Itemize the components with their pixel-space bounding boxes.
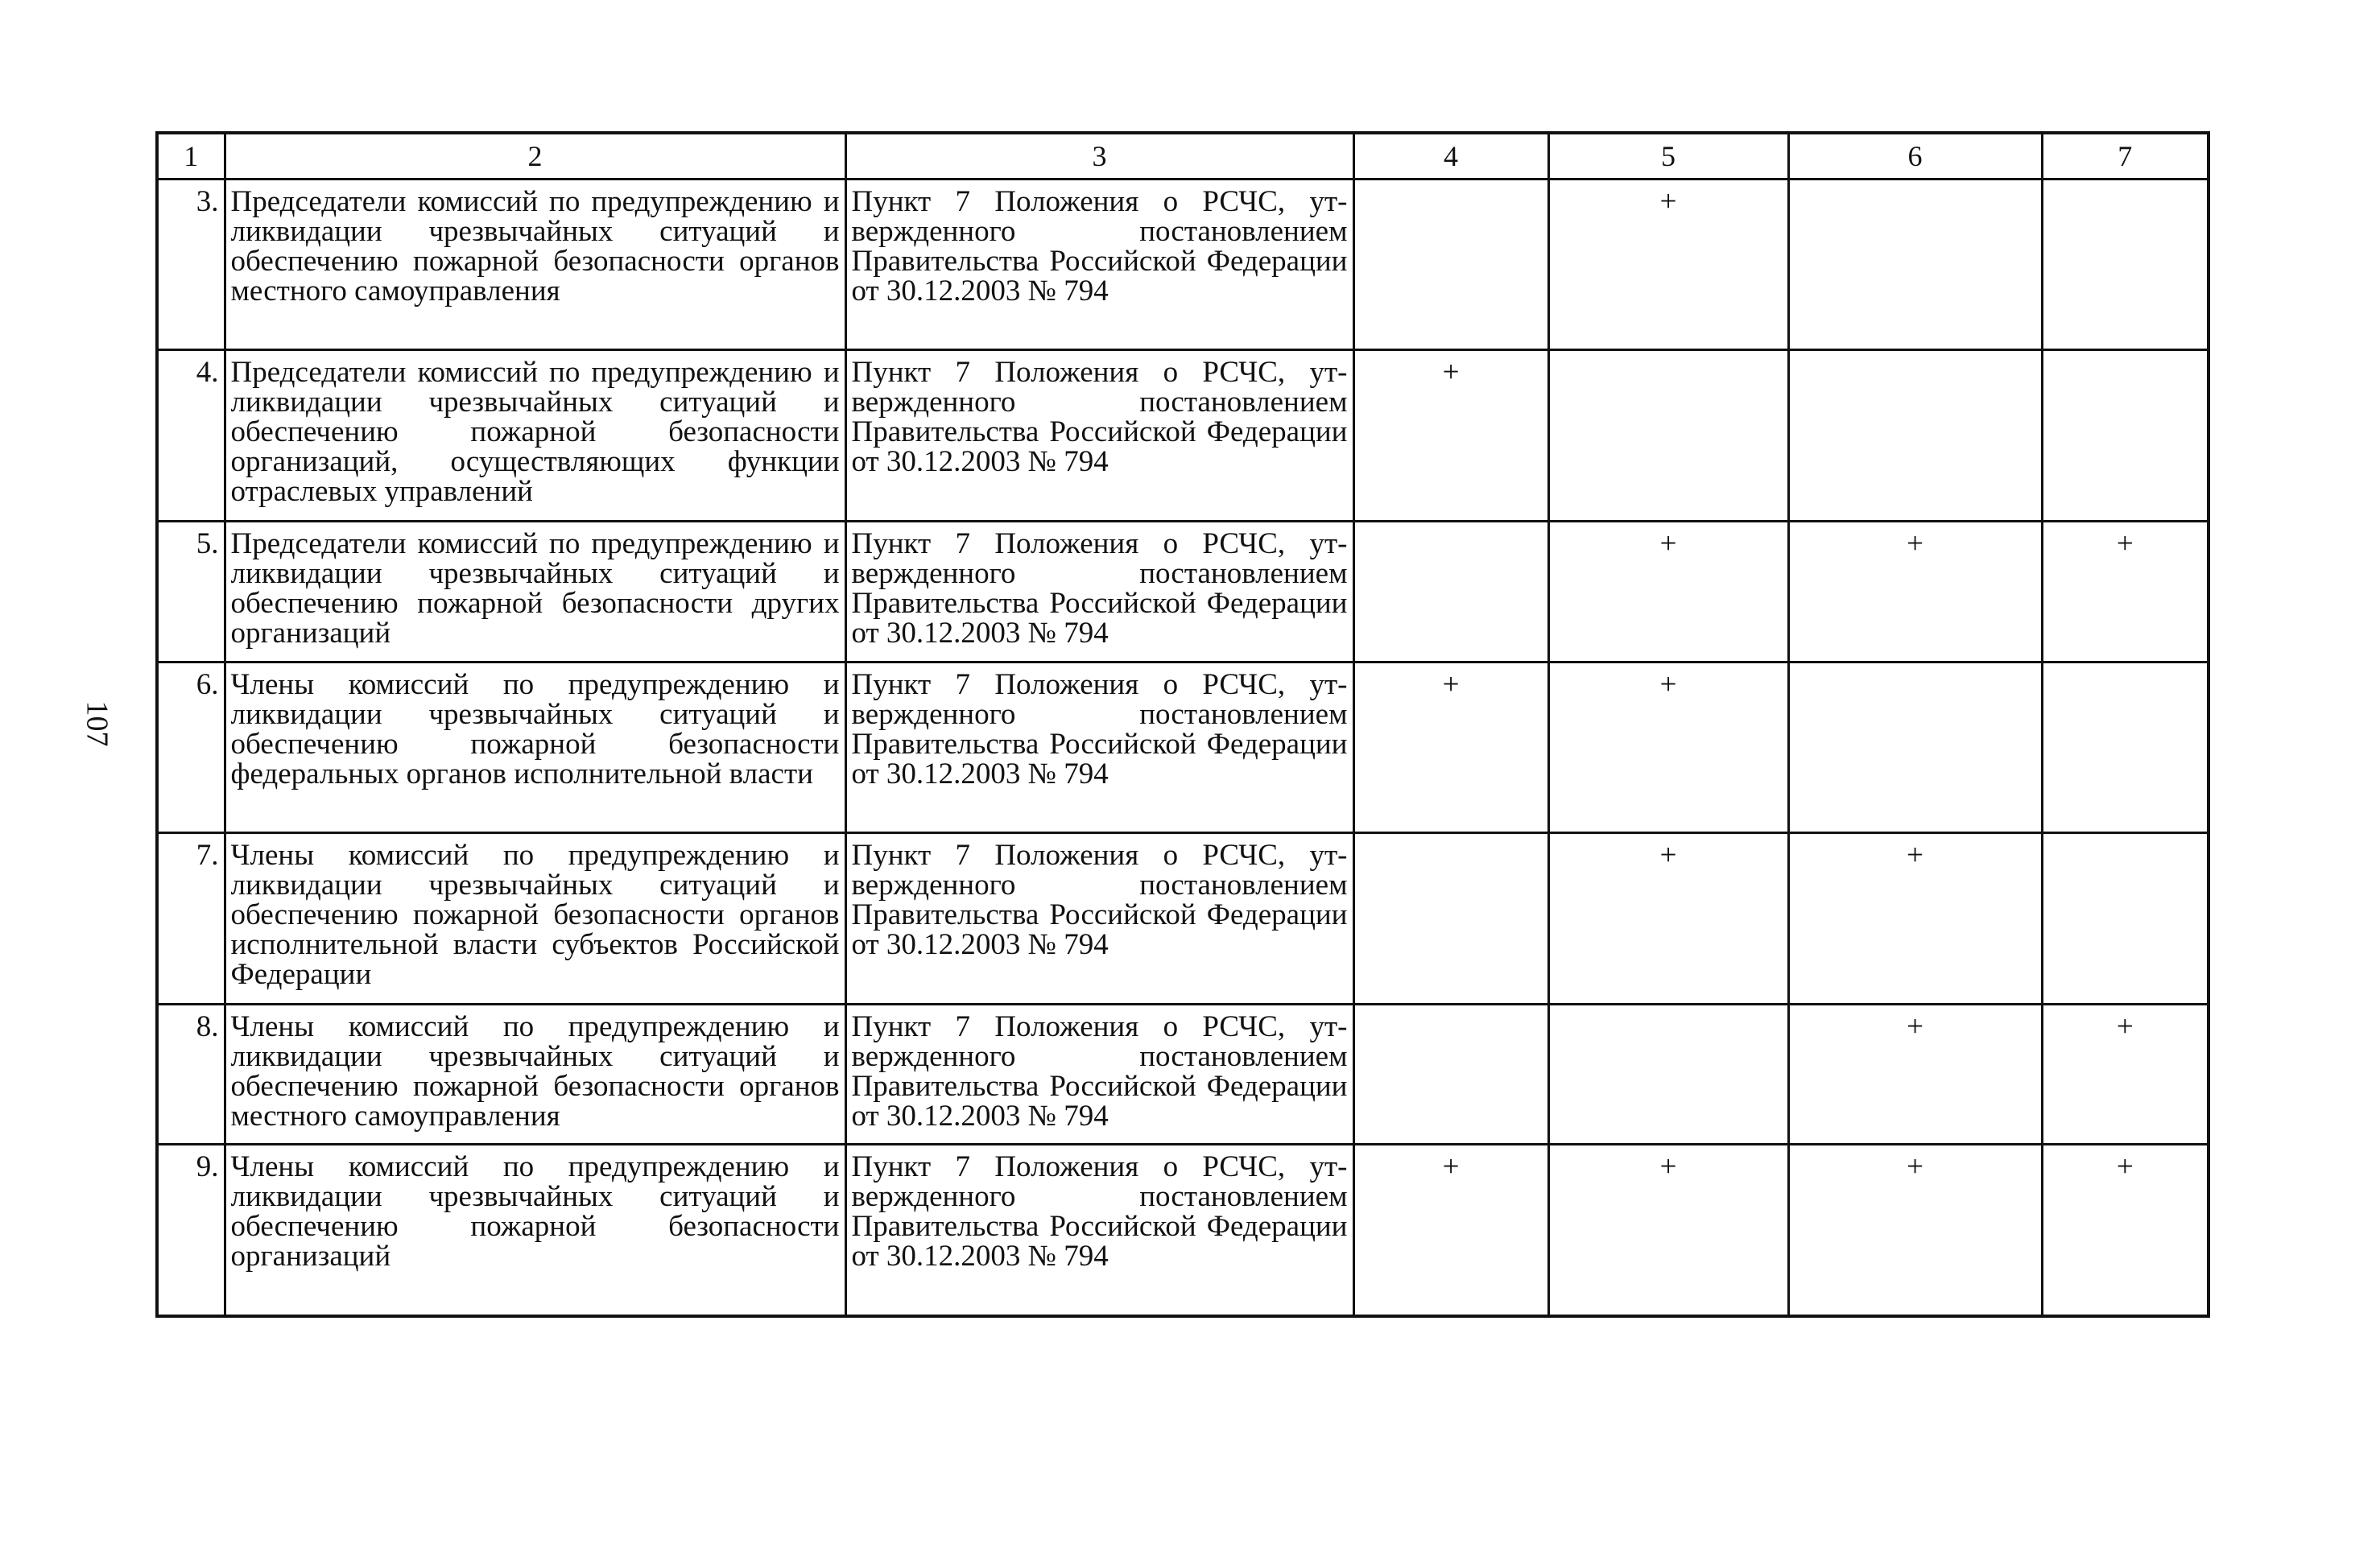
row-reference: Пункт 7 Положения о РСЧС, утвержденного постановлением Правительства Российской Федерации от 30.12.2003 № 794 bbox=[845, 1145, 1353, 1316]
mark-col-5: + bbox=[1548, 833, 1788, 1005]
mark-col-6: + bbox=[1788, 833, 2042, 1005]
table-row bbox=[157, 833, 2209, 1005]
row-number: 7. bbox=[157, 833, 225, 1005]
mark-col-4: + bbox=[1353, 1145, 1548, 1316]
column-header: 5 bbox=[1548, 133, 1788, 180]
mark-col-7: + bbox=[2042, 1145, 2209, 1316]
mark-col-7: + bbox=[2042, 1005, 2209, 1145]
row-number: 8. bbox=[157, 1005, 225, 1145]
row-number: 5. bbox=[157, 522, 225, 662]
document-table bbox=[155, 131, 2210, 1318]
mark-col-7 bbox=[2042, 180, 2209, 350]
table-row bbox=[157, 350, 2209, 522]
mark-col-4 bbox=[1353, 522, 1548, 662]
mark-col-7 bbox=[2042, 662, 2209, 833]
table-row bbox=[157, 180, 2209, 350]
row-reference: Пункт 7 Положения о РСЧС, утвержденного постановлением Правительства Российской Федерации от 30.12.2003 № 794 bbox=[845, 662, 1353, 833]
mark-col-5: + bbox=[1548, 522, 1788, 662]
mark-col-5 bbox=[1548, 350, 1788, 522]
mark-col-5: + bbox=[1548, 180, 1788, 350]
mark-col-4 bbox=[1353, 1005, 1548, 1145]
row-reference: Пункт 7 Положения о РСЧС, утвержденного постановлением Правительства Российской Федерации от 30.12.2003 № 794 bbox=[845, 350, 1353, 522]
table-row bbox=[157, 1145, 2209, 1316]
row-description: Члены комиссий по предупреждению и ликвидации чрезвычайных ситуаций и обеспечению пожарной безопасности федеральных органов исполнительной власти bbox=[225, 662, 845, 833]
mark-col-4: + bbox=[1353, 662, 1548, 833]
mark-col-6 bbox=[1788, 662, 2042, 833]
column-header: 3 bbox=[845, 133, 1353, 180]
mark-col-7 bbox=[2042, 833, 2209, 1005]
column-header: 1 bbox=[157, 133, 225, 180]
row-description: Члены комиссий по предупреждению и ликвидации чрезвычайных ситуаций и обеспечению пожарной безопасности организаций bbox=[225, 1145, 845, 1316]
row-number: 9. bbox=[157, 1145, 225, 1316]
mark-col-5 bbox=[1548, 1005, 1788, 1145]
row-description: Председатели комиссий по предупреждению и ликвидации чрезвычайных ситуаций и обеспечению пожарной безопасности органов местного самоуправления bbox=[225, 180, 845, 350]
mark-col-7 bbox=[2042, 350, 2209, 522]
mark-col-4 bbox=[1353, 180, 1548, 350]
mark-col-6: + bbox=[1788, 522, 2042, 662]
row-description: Председатели комиссий по предупреждению и ликвидации чрезвычайных ситуаций и обеспечению пожарной безопасности организаций, осуществляющих функции отраслевых управлений bbox=[225, 350, 845, 522]
mark-col-5: + bbox=[1548, 662, 1788, 833]
row-reference: Пункт 7 Положения о РСЧС, утвержденного постановлением Правительства Российской Федерации от 30.12.2003 № 794 bbox=[845, 833, 1353, 1005]
row-description: Председатели комиссий по предупреждению и ликвидации чрезвычайных ситуаций и обеспечению пожарной безопасности других организаций bbox=[225, 522, 845, 662]
mark-col-7: + bbox=[2042, 522, 2209, 662]
row-reference: Пункт 7 Положения о РСЧС, утвержденного постановлением Правительства Российской Федерации от 30.12.2003 № 794 bbox=[845, 1005, 1353, 1145]
table-row bbox=[157, 1005, 2209, 1145]
row-number: 4. bbox=[157, 350, 225, 522]
mark-col-6 bbox=[1788, 350, 2042, 522]
column-header: 6 bbox=[1788, 133, 2042, 180]
table-row bbox=[157, 522, 2209, 662]
row-reference: Пункт 7 Положения о РСЧС, утвержденного постановлением Правительства Российской Федерации от 30.12.2003 № 794 bbox=[845, 180, 1353, 350]
row-description: Члены комиссий по предупреждению и ликвидации чрезвычайных ситуаций и обеспечению пожарной безопасности органов местного самоуправления bbox=[225, 1005, 845, 1145]
column-header: 7 bbox=[2042, 133, 2209, 180]
table-header-row bbox=[157, 133, 2209, 180]
row-description: Члены комиссий по предупреждению и ликвидации чрезвычайных ситуаций и обеспечению пожарной безопасности органов исполнительной власти субъектов Российской Федерации bbox=[225, 833, 845, 1005]
row-number: 3. bbox=[157, 180, 225, 350]
mark-col-4 bbox=[1353, 833, 1548, 1005]
table-row bbox=[157, 662, 2209, 833]
mark-col-6: + bbox=[1788, 1145, 2042, 1316]
page-number: 107 bbox=[80, 700, 114, 747]
mark-col-6: + bbox=[1788, 1005, 2042, 1145]
column-header: 4 bbox=[1353, 133, 1548, 180]
row-reference: Пункт 7 Положения о РСЧС, утвержденного постановлением Правительства Российской Федерации от 30.12.2003 № 794 bbox=[845, 522, 1353, 662]
mark-col-6 bbox=[1788, 180, 2042, 350]
mark-col-5: + bbox=[1548, 1145, 1788, 1316]
column-header: 2 bbox=[225, 133, 845, 180]
row-number: 6. bbox=[157, 662, 225, 833]
mark-col-4: + bbox=[1353, 350, 1548, 522]
